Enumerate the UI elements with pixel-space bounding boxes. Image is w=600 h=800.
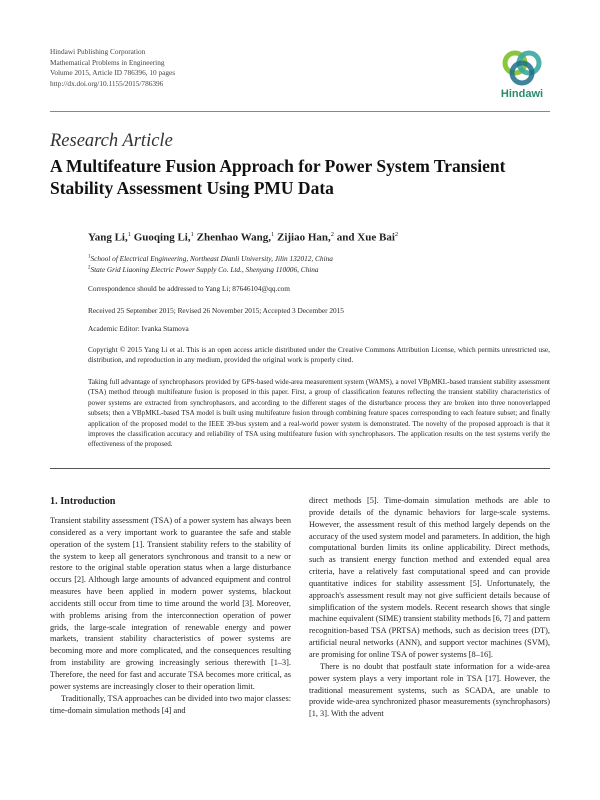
abstract: Taking full advantage of synchrophasors provided by GPS-based wide-area measurement system (WAMS), a novel VBpMKL-based transient stability assessment (TSA) method through multifeature fusion is proposed in this paper. First, a group of classification features reflecting the transient stability characteristics of power systems are extracted from synchrophasors, and according to the different stages of the disturbance process they are broken into three nonoverlapped subsets; then a VBpMKL-based TSA model is built using multifeature fusion through combining feature spaces corresponding to each feature subset; and finally application of the proposed model to the IEEE 39-bus system and a real-world power system is demonstrated. The novelty of the proposed approach is that it improves the classification accuracy and reliability of TSA using multifeature fusion with synchrophasors. The application results on the test systems verify the effectiveness of the proposed. bbox=[88, 378, 550, 449]
author-affil-sup: 1 bbox=[271, 231, 275, 238]
doi-link[interactable]: http://dx.doi.org/10.1155/2015/786396 bbox=[50, 78, 164, 88]
journal-header bbox=[50, 47, 175, 89]
author-name: Zijiao Han, bbox=[277, 231, 331, 244]
left-column bbox=[50, 495, 291, 716]
author-affil-sup: 1 bbox=[190, 231, 194, 238]
body-paragraph: Transient stability assessment (TSA) of a power system has always been considered as a very important work to guarantee the safe and stable operation of the system [1]. Transient stability refers to the stability of the system to keep all generators synchronous and transit to a new or restore to the original stable operation status when a large disturbance occurs [2]. Although large amounts of advanced equipment and control measures have been applied in modern power systems, blackout accidents still occur from time to time around the world [3]. Moreover, with problems arising from the interconnection operation of power grids, the large-scale integration of renewable energy and power markets, transient stability characteristics of power systems are becoming more and more complicated, and the consequences resulting from instability are growing increasingly serious therewith [1–3]. Therefore, the need for fast and accurate TSA becomes more critical, as power systems are increasingly closer to their operation limit. bbox=[50, 516, 291, 691]
article-dates: Received 25 September 2015; Revised 26 November 2015; Accepted 3 December 2015 bbox=[88, 306, 344, 315]
copyright-notice: Copyright © 2015 Yang Li et al. This is an open access article distributed under the Creative Commons Attribution License, which permits unrestricted use, distribution, and reproduction in any medium, provided the original work is properly cited. bbox=[88, 345, 550, 365]
body-paragraph: Traditionally, TSA approaches can be divided into two major classes: time-domain simulation methods [4] and bbox=[50, 693, 291, 715]
affiliation-text: State Grid Liaoning Electric Power Supply Co. Ltd., Shenyang 110006, China bbox=[90, 265, 319, 274]
affiliation-2 bbox=[88, 265, 319, 274]
body-paragraph: direct methods [5]. Time-domain simulation methods are able to provide details of the dynamic behaviors for large-scale systems. However, the assessment result of this method largely depends on the accuracy of the used system model and parameters. In addition, the high computational burden limits its online applicability. Direct methods, such as transient energy function method and extended equal area criteria, have a relatively fast computational speed and can provide quantitative indices for stability assessment [5]. Unfortunately, the approach's assessment result may not give sufficient details because of simplification of the system models. Recent research shows that single machine equivalent (SIME) transient stability methods [6, 7] and pattern recognition-based TSA (PRTSA) methods, such as decision trees (DT), artificial neural networks (ANN), and support vector machines (SVM), are promising for online TSA of power systems [8–16]. bbox=[309, 496, 551, 659]
body-paragraph: There is no doubt that postfault state information for a wide-area power system plays a very important role in TSA [17]. However, the traditional measurement systems, such as SCADA, are unable to provide wide-area synchronized phasor measurements (synchrophasors) [1, 3]. With the advent bbox=[309, 661, 550, 719]
article-title: A Multifeature Fusion Approach for Power System Transient Stability Assessment Using PMU Data bbox=[50, 156, 506, 198]
author-list bbox=[88, 231, 398, 244]
author-name: Guoqing Li, bbox=[133, 231, 191, 244]
publisher-line: Hindawi Publishing Corporation bbox=[50, 47, 146, 56]
affiliation-sup: 1 bbox=[88, 254, 91, 260]
author-affil-sup: 1 bbox=[127, 231, 131, 238]
journal-name: Mathematical Problems in Engineering bbox=[50, 57, 165, 67]
author-name: and Xue Bai bbox=[336, 231, 395, 244]
volume-line: Volume 2015, Article ID 786396, 10 pages bbox=[50, 68, 176, 77]
academic-editor: Academic Editor: Ivanka Stamova bbox=[88, 324, 189, 333]
hindawi-logo-icon bbox=[493, 49, 551, 89]
article-type: Research Article bbox=[50, 131, 173, 151]
hindawi-logo bbox=[493, 49, 551, 104]
affiliation-sup: 2 bbox=[88, 265, 91, 271]
affiliation-text: School of Electrical Engineering, Northeast Dianli University, Jilin 132012, China bbox=[90, 254, 333, 263]
author-affil-sup: 2 bbox=[394, 231, 399, 238]
right-column bbox=[309, 495, 550, 720]
author-name: Yang Li, bbox=[88, 231, 128, 244]
section-heading: 1. Introduction bbox=[50, 496, 116, 507]
header-divider bbox=[50, 111, 550, 112]
correspondence: Correspondence should be addressed to Yang Li; 87646104@qq.com bbox=[88, 284, 290, 293]
author-name: Zhenhao Wang, bbox=[196, 231, 271, 244]
logo-wordmark: Hindawi bbox=[500, 88, 544, 100]
abstract-divider bbox=[50, 468, 550, 469]
author-affil-sup: 2 bbox=[330, 231, 335, 238]
affiliation-1 bbox=[88, 254, 333, 263]
